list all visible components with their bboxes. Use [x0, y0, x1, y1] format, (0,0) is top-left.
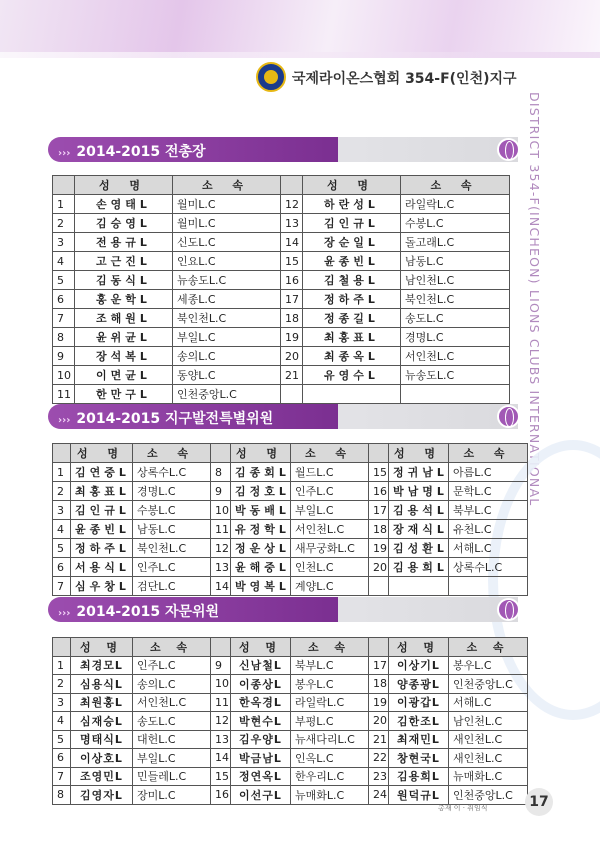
- member-affiliation: 남인천L.C: [401, 271, 510, 290]
- section-header-advisors: ››› 2014-2015 자문위원: [48, 597, 518, 622]
- globe-icon: [497, 138, 520, 161]
- member-name: 손영태L: [75, 195, 173, 214]
- member-number: 24: [369, 786, 389, 805]
- globe-icon: [497, 405, 520, 428]
- member-affiliation: 새무궁화L.C: [291, 539, 369, 558]
- member-affiliation: 인주L.C: [133, 656, 211, 675]
- member-number: 13: [211, 558, 231, 577]
- member-affiliation: 서인천L.C: [401, 347, 510, 366]
- table-row: [53, 712, 528, 731]
- col-header-affiliation: 소 속: [133, 444, 211, 463]
- member-number: 12: [211, 539, 231, 558]
- member-name: 김한조L: [389, 712, 449, 731]
- member-name: 정하주L: [71, 539, 133, 558]
- member-name: 최재민L: [389, 730, 449, 749]
- member-name: 장석복L: [75, 347, 173, 366]
- member-name: 김용희L: [389, 558, 449, 577]
- member-name: 정종길L: [303, 309, 401, 328]
- member-name: 최홍표L: [303, 328, 401, 347]
- member-affiliation: 북인천L.C: [401, 290, 510, 309]
- member-affiliation: 부평L.C: [291, 712, 369, 731]
- member-name: 김승영L: [75, 214, 173, 233]
- member-name: 한만구L: [75, 385, 173, 404]
- table-row: [53, 520, 528, 539]
- member-name: 이종상L: [231, 675, 291, 694]
- member-affiliation: 남동L.C: [401, 252, 510, 271]
- member-name: 이면균L: [75, 366, 173, 385]
- member-number: 11: [53, 385, 75, 404]
- member-name: 윤위균L: [75, 328, 173, 347]
- member-name: 김종회L: [231, 463, 291, 482]
- member-number: 14: [211, 749, 231, 768]
- table-row: [53, 749, 528, 768]
- member-number: 11: [211, 693, 231, 712]
- member-name: 하란성L: [303, 195, 401, 214]
- member-name: 김영자L: [71, 786, 133, 805]
- member-name: 최홍표L: [71, 482, 133, 501]
- member-affiliation: [449, 577, 528, 596]
- member-affiliation: 경명L.C: [133, 482, 211, 501]
- member-affiliation: 서해L.C: [449, 693, 528, 712]
- member-name: 최종옥L: [303, 347, 401, 366]
- table-row: [53, 233, 510, 252]
- section-header-past-governors: ››› 2014-2015 전총장: [48, 137, 518, 162]
- member-number: 8: [53, 786, 71, 805]
- table-row: [53, 693, 528, 712]
- table-row: [53, 482, 528, 501]
- member-affiliation: 부일L.C: [291, 501, 369, 520]
- member-name: 심우창L: [71, 577, 133, 596]
- member-affiliation: 뉴송도L.C: [173, 271, 281, 290]
- member-affiliation: 남동L.C: [133, 520, 211, 539]
- member-number: 10: [211, 675, 231, 694]
- member-number: 16: [369, 482, 389, 501]
- member-affiliation: 라일락L.C: [291, 693, 369, 712]
- member-number: 7: [53, 309, 75, 328]
- member-affiliation: 장미L.C: [133, 786, 211, 805]
- member-name: 조영민L: [71, 767, 133, 786]
- member-name: 윤해중L: [231, 558, 291, 577]
- member-affiliation: 아름L.C: [449, 463, 528, 482]
- member-number: 17: [281, 290, 303, 309]
- member-affiliation: 봉우L.C: [449, 656, 528, 675]
- member-number: 4: [53, 712, 71, 731]
- member-number: 20: [369, 558, 389, 577]
- member-name: 최원홍L: [71, 693, 133, 712]
- member-name: 윤종빈L: [71, 520, 133, 539]
- table-row: [53, 656, 528, 675]
- member-number: 6: [53, 558, 71, 577]
- member-number: 19: [369, 539, 389, 558]
- member-affiliation: 인천중앙L.C: [449, 675, 528, 694]
- page-number: 17: [525, 788, 553, 816]
- member-number: 15: [211, 767, 231, 786]
- col-header-name: 성 명: [231, 638, 291, 657]
- member-number: 21: [281, 366, 303, 385]
- member-name: 심재승L: [71, 712, 133, 731]
- member-number: 6: [53, 290, 75, 309]
- member-name: [389, 577, 449, 596]
- member-number: 10: [211, 501, 231, 520]
- col-header-affiliation: 소 속: [449, 638, 528, 657]
- member-number: 14: [211, 577, 231, 596]
- member-affiliation: 봉우L.C: [291, 675, 369, 694]
- member-number: 18: [369, 675, 389, 694]
- member-affiliation: 월미L.C: [173, 195, 281, 214]
- member-affiliation: 북인천L.C: [133, 539, 211, 558]
- member-affiliation: 인천L.C: [291, 558, 369, 577]
- member-affiliation: 수봉L.C: [401, 214, 510, 233]
- member-affiliation: 월드L.C: [291, 463, 369, 482]
- member-number: 5: [53, 730, 71, 749]
- member-affiliation: 문학L.C: [449, 482, 528, 501]
- side-vertical-text: DISTRICT 354-F(INCHEON) LIONS CLUBS INTERNATIONAL: [527, 92, 542, 507]
- footer-caption: 총재 이 · 취임식: [438, 804, 488, 812]
- member-affiliation: 인천중앙L.C: [173, 385, 281, 404]
- member-affiliation: 송도L.C: [401, 309, 510, 328]
- member-name: 유정학L: [231, 520, 291, 539]
- member-affiliation: 뉴매화L.C: [291, 786, 369, 805]
- section-title: 2014-2015 지구발전특별위원: [76, 411, 274, 427]
- table-row: [53, 558, 528, 577]
- table-row: [53, 767, 528, 786]
- member-name: 박동배L: [231, 501, 291, 520]
- member-number: 3: [53, 693, 71, 712]
- member-name: 고근진L: [75, 252, 173, 271]
- member-name: 박영복L: [231, 577, 291, 596]
- member-affiliation: 인주L.C: [291, 482, 369, 501]
- member-affiliation: 신도L.C: [173, 233, 281, 252]
- table-row: [53, 730, 528, 749]
- member-affiliation: 인천중앙L.C: [449, 786, 528, 805]
- member-name: 최경모L: [71, 656, 133, 675]
- member-affiliation: 동양L.C: [173, 366, 281, 385]
- top-decorative-band: [0, 0, 600, 58]
- member-affiliation: 뉴송도L.C: [401, 366, 510, 385]
- member-number: 9: [211, 482, 231, 501]
- member-affiliation: 검단L.C: [133, 577, 211, 596]
- lions-logo-icon: [256, 62, 286, 92]
- member-name: 심용식L: [71, 675, 133, 694]
- member-number: 21: [369, 730, 389, 749]
- col-header-affiliation: 소 속: [291, 638, 369, 657]
- table-row: [53, 539, 528, 558]
- table-row: [53, 214, 510, 233]
- member-name: 김동식L: [75, 271, 173, 290]
- member-affiliation: 경명L.C: [401, 328, 510, 347]
- col-header-affiliation: 소 속: [291, 444, 369, 463]
- member-name: 양종광L: [389, 675, 449, 694]
- member-affiliation: 계양L.C: [291, 577, 369, 596]
- member-affiliation: 인요L.C: [173, 252, 281, 271]
- member-name: 창현국L: [389, 749, 449, 768]
- member-affiliation: 송도L.C: [133, 712, 211, 731]
- globe-icon: [497, 598, 520, 621]
- member-number: 4: [53, 252, 75, 271]
- organization-name: 국제라이온스협회 354-F(인천)지구: [292, 71, 517, 87]
- member-affiliation: 북인천L.C: [173, 309, 281, 328]
- col-header-affiliation: 소 속: [173, 176, 281, 195]
- member-name: 박현수L: [231, 712, 291, 731]
- member-number: 5: [53, 539, 71, 558]
- member-name: 정귀남L: [389, 463, 449, 482]
- member-name: 김인규L: [303, 214, 401, 233]
- member-number: 1: [53, 463, 71, 482]
- member-affiliation: 부일L.C: [173, 328, 281, 347]
- member-number: 2: [53, 482, 71, 501]
- member-affiliation: 인옥L.C: [291, 749, 369, 768]
- member-name: 홍운학L: [75, 290, 173, 309]
- member-number: [369, 577, 389, 596]
- table-row: [53, 252, 510, 271]
- table-row: [53, 271, 510, 290]
- table-row: [53, 786, 528, 805]
- table-row: [53, 328, 510, 347]
- table-row: [53, 195, 510, 214]
- col-header-affiliation: 소 속: [401, 176, 510, 195]
- member-number: 14: [281, 233, 303, 252]
- member-affiliation: 민들레L.C: [133, 767, 211, 786]
- table-row: [53, 290, 510, 309]
- member-name: 정하주L: [303, 290, 401, 309]
- member-number: 7: [53, 577, 71, 596]
- table-row: [53, 577, 528, 596]
- member-number: 22: [369, 749, 389, 768]
- member-name: 원덕규L: [389, 786, 449, 805]
- table-row: [53, 309, 510, 328]
- table-row: [53, 501, 528, 520]
- member-name: 정운상L: [231, 539, 291, 558]
- member-number: 15: [281, 252, 303, 271]
- member-name: 김인규L: [71, 501, 133, 520]
- member-number: 17: [369, 501, 389, 520]
- member-number: 2: [53, 214, 75, 233]
- member-name: 박남명L: [389, 482, 449, 501]
- member-name: 한옥경L: [231, 693, 291, 712]
- member-number: [281, 385, 303, 404]
- table-row: [53, 347, 510, 366]
- member-name: 김성환L: [389, 539, 449, 558]
- member-affiliation: 송의L.C: [133, 675, 211, 694]
- member-affiliation: 뉴새다리L.C: [291, 730, 369, 749]
- member-name: 전용규L: [75, 233, 173, 252]
- member-affiliation: 수봉L.C: [133, 501, 211, 520]
- section-title: 2014-2015 전총장: [76, 144, 206, 160]
- member-affiliation: 서해L.C: [449, 539, 528, 558]
- member-name: 이선구L: [231, 786, 291, 805]
- member-name: 이상호L: [71, 749, 133, 768]
- member-number: 6: [53, 749, 71, 768]
- member-affiliation: 서인천L.C: [291, 520, 369, 539]
- member-name: 유영수L: [303, 366, 401, 385]
- member-name: 김용석L: [389, 501, 449, 520]
- special-committee-table: [52, 443, 528, 596]
- member-name: 김용희L: [389, 767, 449, 786]
- col-header-name: 성 명: [71, 444, 133, 463]
- member-affiliation: 세종L.C: [173, 290, 281, 309]
- member-affiliation: 대헌L.C: [133, 730, 211, 749]
- member-name: 김철용L: [303, 271, 401, 290]
- member-name: 장재식L: [389, 520, 449, 539]
- member-number: 19: [281, 328, 303, 347]
- member-number: 19: [369, 693, 389, 712]
- member-affiliation: [401, 385, 510, 404]
- col-header-affiliation: 소 속: [133, 638, 211, 657]
- member-number: 1: [53, 656, 71, 675]
- member-number: 23: [369, 767, 389, 786]
- member-affiliation: 부일L.C: [133, 749, 211, 768]
- member-number: 11: [211, 520, 231, 539]
- member-name: 김우양L: [231, 730, 291, 749]
- member-name: 장순일L: [303, 233, 401, 252]
- member-number: 18: [281, 309, 303, 328]
- table-row: [53, 463, 528, 482]
- col-header-name: 성 명: [303, 176, 401, 195]
- member-number: 16: [281, 271, 303, 290]
- member-number: 20: [369, 712, 389, 731]
- member-name: 조해원L: [75, 309, 173, 328]
- col-header-name: 성 명: [389, 444, 449, 463]
- member-name: 윤종빈L: [303, 252, 401, 271]
- member-name: 정연옥L: [231, 767, 291, 786]
- member-affiliation: 한우리L.C: [291, 767, 369, 786]
- member-affiliation: 인주L.C: [133, 558, 211, 577]
- member-affiliation: 유천L.C: [449, 520, 528, 539]
- table-row: [53, 675, 528, 694]
- member-number: 18: [369, 520, 389, 539]
- member-number: 17: [369, 656, 389, 675]
- col-header-affiliation: 소 속: [449, 444, 528, 463]
- member-affiliation: 새인천L.C: [449, 730, 528, 749]
- section-header-special-committee: ››› 2014-2015 지구발전특별위원: [48, 404, 518, 429]
- member-number: 8: [53, 328, 75, 347]
- member-number: 16: [211, 786, 231, 805]
- advisors-table: [52, 637, 528, 805]
- member-name: 신남철L: [231, 656, 291, 675]
- member-affiliation: 상록수L.C: [133, 463, 211, 482]
- member-affiliation: 라일락L.C: [401, 195, 510, 214]
- member-number: 13: [281, 214, 303, 233]
- member-number: 3: [53, 233, 75, 252]
- member-number: 10: [53, 366, 75, 385]
- member-affiliation: 북부L.C: [449, 501, 528, 520]
- member-affiliation: 송의L.C: [173, 347, 281, 366]
- member-number: 15: [369, 463, 389, 482]
- member-number: 8: [211, 463, 231, 482]
- section-title: 2014-2015 자문위원: [76, 604, 220, 620]
- member-number: 4: [53, 520, 71, 539]
- member-number: 3: [53, 501, 71, 520]
- member-number: 1: [53, 195, 75, 214]
- member-number: 9: [53, 347, 75, 366]
- member-affiliation: 서인천L.C: [133, 693, 211, 712]
- past-governors-table: [52, 175, 510, 404]
- member-name: [303, 385, 401, 404]
- col-header-name: 성 명: [231, 444, 291, 463]
- member-number: 7: [53, 767, 71, 786]
- member-name: 서용식L: [71, 558, 133, 577]
- member-affiliation: 뉴매화L.C: [449, 767, 528, 786]
- member-affiliation: 돌고래L.C: [401, 233, 510, 252]
- col-header-name: 성 명: [389, 638, 449, 657]
- col-header-name: 성 명: [75, 176, 173, 195]
- member-number: 5: [53, 271, 75, 290]
- col-header-name: 성 명: [71, 638, 133, 657]
- member-name: 김연중L: [71, 463, 133, 482]
- member-number: 2: [53, 675, 71, 694]
- member-affiliation: 남인천L.C: [449, 712, 528, 731]
- member-affiliation: 북부L.C: [291, 656, 369, 675]
- member-number: 20: [281, 347, 303, 366]
- member-affiliation: 새인천L.C: [449, 749, 528, 768]
- member-number: 12: [281, 195, 303, 214]
- member-number: 13: [211, 730, 231, 749]
- member-name: 박금남L: [231, 749, 291, 768]
- member-affiliation: 월미L.C: [173, 214, 281, 233]
- member-number: 12: [211, 712, 231, 731]
- member-name: 이광갑L: [389, 693, 449, 712]
- table-row: [53, 366, 510, 385]
- member-number: 9: [211, 656, 231, 675]
- member-name: 명태식L: [71, 730, 133, 749]
- table-row: [53, 385, 510, 404]
- member-affiliation: 상록수L.C: [449, 558, 528, 577]
- member-name: 이상기L: [389, 656, 449, 675]
- member-name: 김정호L: [231, 482, 291, 501]
